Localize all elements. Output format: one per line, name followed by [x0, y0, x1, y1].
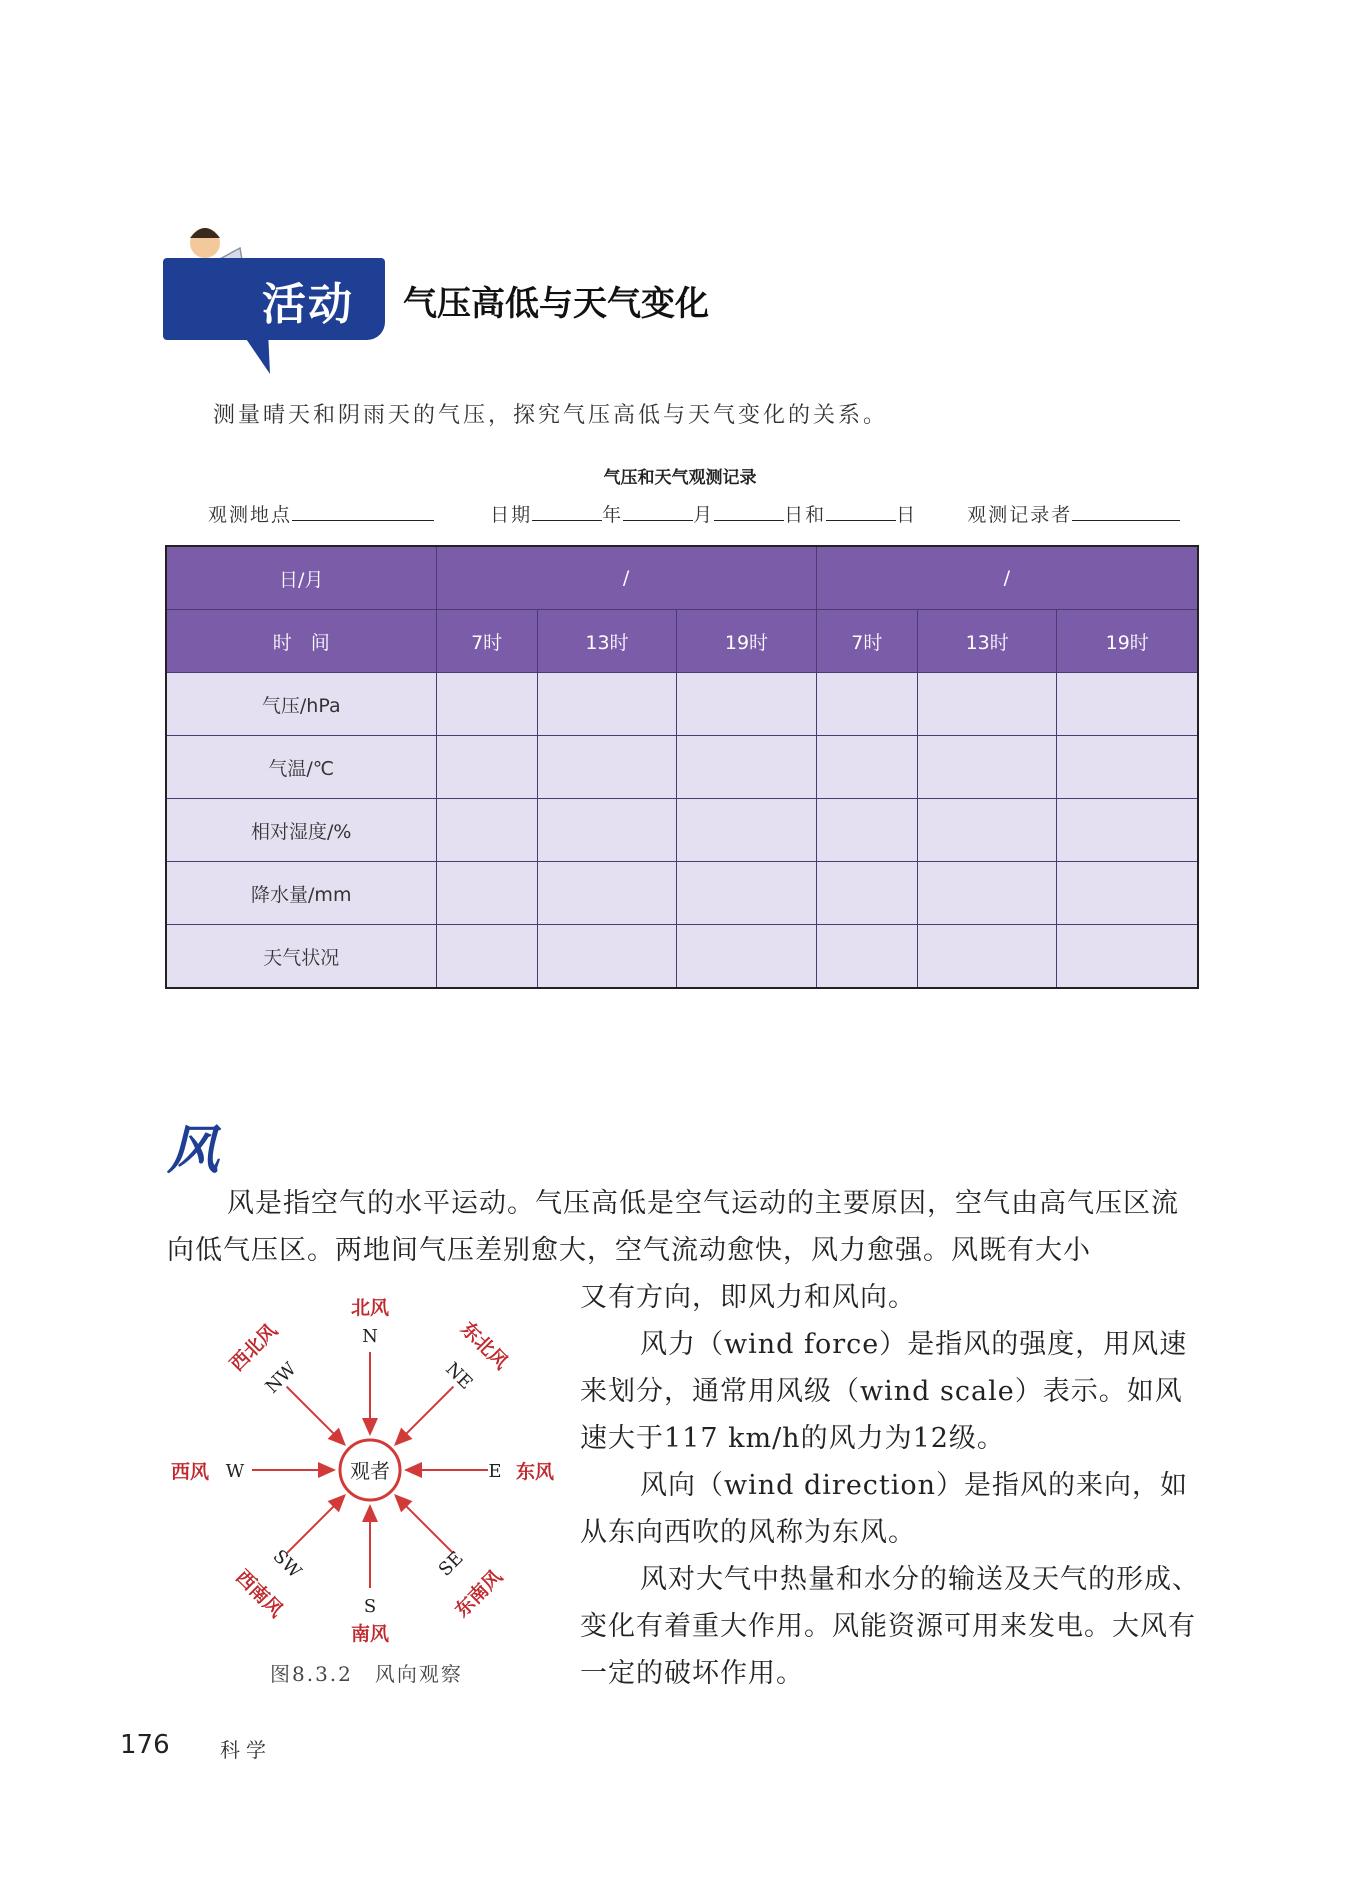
table-cell[interactable] [677, 673, 816, 736]
table-cell[interactable] [1057, 736, 1198, 799]
header-date-1: / [436, 546, 816, 610]
table-cell[interactable] [917, 736, 1056, 799]
direction-letter-se: SE [434, 1547, 468, 1581]
table-cell[interactable] [677, 799, 816, 862]
header-date-2: / [816, 546, 1198, 610]
direction-letter-e: E [488, 1461, 502, 1482]
table-cell[interactable] [436, 925, 537, 989]
wind-name-northwest: 西北风 [225, 1319, 282, 1376]
field-year-label: 年 [602, 504, 624, 526]
field-month-blank [623, 502, 693, 521]
wind-paragraph-3: 风向（wind direction）是指风的来向，如从东向西吹的风称为东风。 [580, 1470, 1189, 1548]
header-time-cell: 13时 [537, 610, 676, 673]
wind-name-south: 南风 [350, 1623, 390, 1645]
table-cell[interactable] [436, 799, 537, 862]
field-day-label: 日 [896, 504, 918, 526]
direction-letter-nw: NW [261, 1358, 301, 1398]
direction-letter-w: W [225, 1461, 245, 1482]
header-time-cell: 7时 [816, 610, 917, 673]
wind-name-north: 北风 [350, 1297, 390, 1319]
subject-label: 科学 [220, 1738, 272, 1762]
section-heading-wind: 风 [167, 1121, 220, 1181]
table-cell[interactable] [537, 799, 676, 862]
direction-letter-n: N [362, 1326, 378, 1347]
field-location-label: 观测地点 [208, 504, 293, 526]
header-time-cell: 19时 [1057, 610, 1198, 673]
table-cell[interactable] [816, 925, 917, 989]
table-header-row [166, 546, 1198, 610]
row-label: 气压/hPa [166, 673, 436, 736]
table-cell[interactable] [1057, 799, 1198, 862]
field-month-label: 月 [693, 504, 715, 526]
activity-intro: 测量晴天和阴雨天的气压，探究气压高低与天气变化的关系。 [213, 403, 889, 428]
field-recorder-label: 观测记录者 [967, 504, 1073, 526]
row-label: 天气状况 [166, 925, 436, 989]
wind-paragraph-4: 风对大气中热量和水分的输送及天气的形成、变化有着重大作用。风能资源可用来发电。大风有一定的破坏作用。 [580, 1564, 1200, 1689]
header-time-cell: 19时 [677, 610, 816, 673]
direction-letter-sw: SW [268, 1545, 306, 1583]
field-day1-blank [714, 502, 784, 521]
field-recorder-blank [1072, 502, 1180, 521]
table-row [166, 862, 1198, 925]
table-cell[interactable] [677, 925, 816, 989]
activity-label: 活动 [262, 279, 354, 330]
direction-letter-ne: NE [441, 1358, 477, 1394]
header-day-month: 日/月 [166, 546, 436, 610]
table-cell[interactable] [677, 736, 816, 799]
wind-name-east: 东风 [515, 1461, 555, 1483]
direction-letter-s: S [363, 1596, 377, 1617]
wind-name-southwest: 西南风 [231, 1565, 288, 1622]
figure-caption: 图8.3.2 风向观察 [270, 1662, 463, 1686]
field-day2-blank [826, 502, 896, 521]
page-number: 176 [120, 1730, 170, 1760]
table-title: 气压和天气观测记录 [603, 468, 757, 488]
table-cell[interactable] [816, 673, 917, 736]
field-day-and-label: 日和 [784, 504, 827, 526]
header-time-cell: 13时 [917, 610, 1056, 673]
wind-arrow-ne [395, 1387, 453, 1445]
wind-name-northeast: 东北风 [456, 1317, 513, 1374]
field-year-blank [532, 502, 602, 521]
row-label: 相对湿度/% [166, 799, 436, 862]
table-cell[interactable] [816, 736, 917, 799]
table-cell[interactable] [816, 862, 917, 925]
table-cell[interactable] [816, 799, 917, 862]
wind-paragraph-2: 风力（wind force）是指风的强度，用风速来划分，通常用风级（wind scale）表示。如风速大于117 km/h的风力为12级。 [580, 1329, 1188, 1454]
activity-title: 气压高低与天气变化 [403, 284, 709, 324]
table-cell[interactable] [1057, 862, 1198, 925]
table-cell[interactable] [1057, 925, 1198, 989]
row-label: 降水量/mm [166, 862, 436, 925]
record-fields [208, 500, 1180, 527]
table-time-row [166, 610, 1198, 673]
table-cell[interactable] [537, 862, 676, 925]
row-label: 气温/℃ [166, 736, 436, 799]
wind-arrow-se [395, 1495, 453, 1553]
observer-label: 观者 [350, 1459, 390, 1483]
wind-paragraph-1-continued: 又有方向，即风力和风向。 [580, 1282, 916, 1313]
table-cell[interactable] [917, 862, 1056, 925]
table-cell[interactable] [436, 736, 537, 799]
table-cell[interactable] [436, 673, 537, 736]
table-cell[interactable] [537, 736, 676, 799]
header-time: 时 间 [166, 610, 436, 673]
observation-table [165, 545, 1199, 989]
wind-name-west: 西风 [170, 1461, 210, 1483]
field-location-blank [292, 502, 434, 521]
wind-direction-diagram [165, 1290, 565, 1650]
wind-name-southeast: 东南风 [450, 1565, 507, 1622]
table-row [166, 736, 1198, 799]
wind-arrow-sw [287, 1495, 345, 1553]
wind-paragraph-1: 风是指空气的水平运动。气压高低是空气运动的主要原因，空气由高气压区流向低气压区。两地间气压差别愈大，空气流动愈快，风力愈强。风既有大小 [167, 1188, 1179, 1266]
table-cell[interactable] [537, 925, 676, 989]
table-cell[interactable] [1057, 673, 1198, 736]
table-cell[interactable] [917, 673, 1056, 736]
table-row [166, 799, 1198, 862]
table-cell[interactable] [917, 799, 1056, 862]
table-cell[interactable] [436, 862, 537, 925]
table-row [166, 673, 1198, 736]
header-time-cell: 7时 [436, 610, 537, 673]
table-cell[interactable] [917, 925, 1056, 989]
field-date-label: 日期 [490, 504, 533, 526]
wind-arrow-nw [287, 1387, 345, 1445]
table-cell[interactable] [537, 673, 676, 736]
table-cell[interactable] [677, 862, 816, 925]
table-row [166, 925, 1198, 989]
